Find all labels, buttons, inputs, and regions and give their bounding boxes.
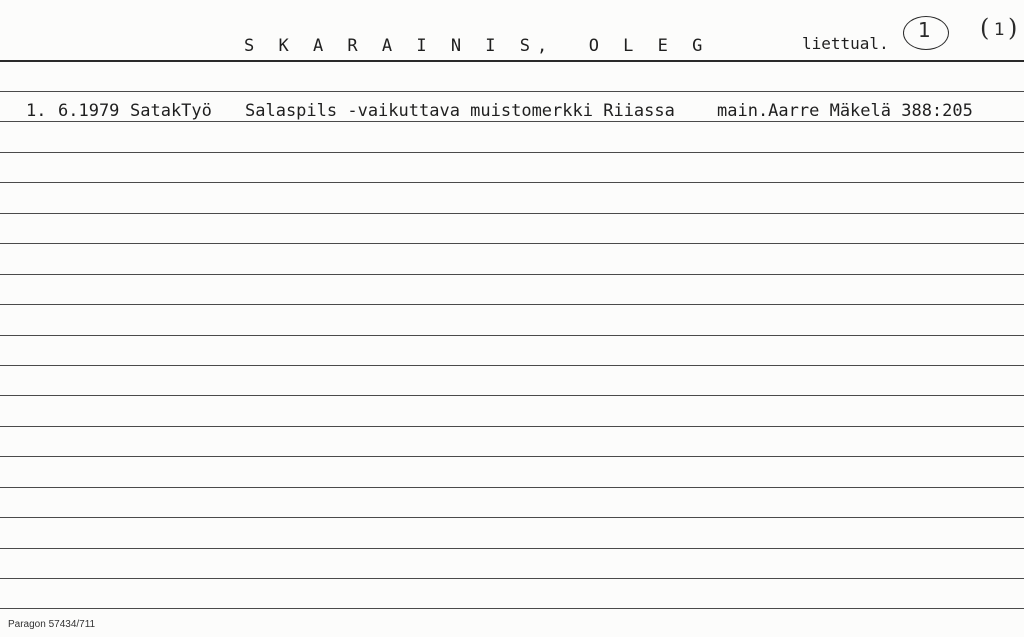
ruled-line — [0, 243, 1024, 244]
ruled-line — [0, 456, 1024, 457]
paren-open-icon: ( — [980, 14, 990, 42]
ruled-line — [0, 335, 1024, 336]
card-title: S K A R A I N I S, O L E G — [244, 36, 710, 56]
ruled-line — [0, 548, 1024, 549]
ruled-line — [0, 121, 1024, 122]
paren-close-icon: ) — [1008, 14, 1018, 42]
ruled-line — [0, 578, 1024, 579]
ruled-line — [0, 91, 1024, 92]
ruled-line — [0, 304, 1024, 305]
ruled-line — [0, 182, 1024, 183]
ruled-line — [0, 365, 1024, 366]
ruled-line — [0, 274, 1024, 275]
ruled-line — [0, 213, 1024, 214]
ruled-line — [0, 608, 1024, 609]
ruled-line — [0, 517, 1024, 518]
ruled-line — [0, 152, 1024, 153]
ruled-line — [0, 426, 1024, 427]
ruled-line — [0, 487, 1024, 488]
entry-number: 1. — [26, 101, 47, 121]
ruled-line — [0, 395, 1024, 396]
language-label: liettual. — [802, 34, 889, 53]
handwritten-number: 1 — [918, 18, 931, 42]
entry-date: 6.1979 — [58, 101, 120, 121]
printer-imprint: Paragon 57434/711 — [8, 619, 96, 630]
entry-note: main.Aarre Mäkelä 388:205 — [717, 101, 973, 121]
entry-description: Salaspils -vaikuttava muistomerkki Riiassa — [245, 101, 675, 121]
header-rule — [0, 60, 1024, 62]
entry-source: SatakTyö — [130, 101, 212, 121]
handwritten-number-paren: 1 — [994, 20, 1005, 40]
